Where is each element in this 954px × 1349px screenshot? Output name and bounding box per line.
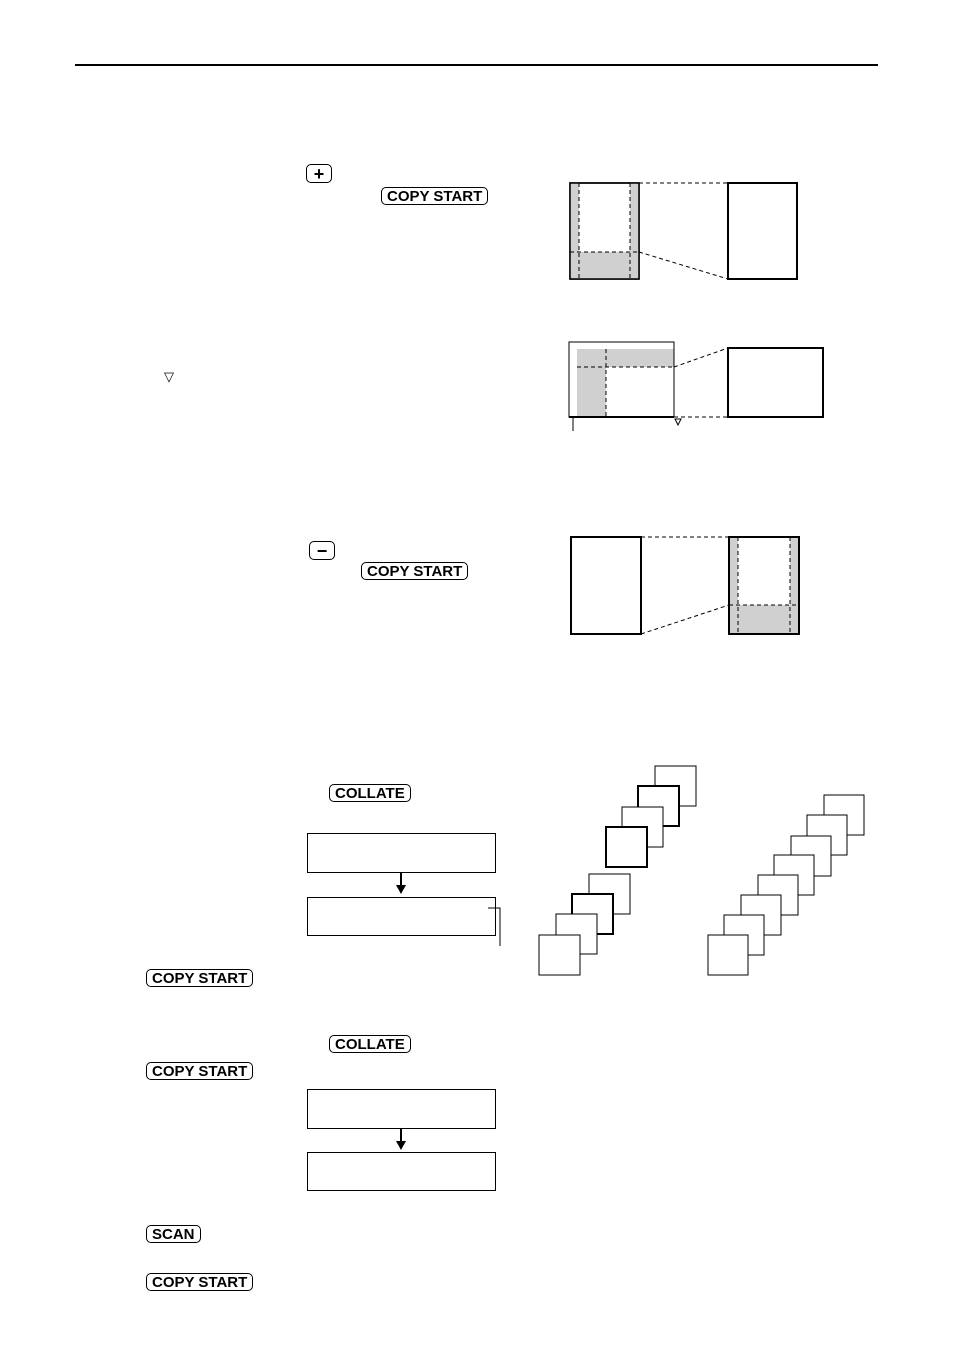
display-panel-3	[307, 1089, 496, 1129]
display-panel-4	[307, 1152, 496, 1191]
scan-key[interactable]: SCAN	[146, 1225, 201, 1243]
down-triangle-icon: ▽	[164, 369, 174, 384]
enlarge-diagram	[560, 175, 810, 290]
header-rule	[75, 64, 878, 66]
copy-start-key-5[interactable]: COPY START	[146, 1273, 253, 1291]
collate-key-2[interactable]: COLLATE	[329, 1035, 411, 1053]
copy-start-key-1[interactable]: COPY START	[381, 187, 488, 205]
collate-key-1[interactable]: COLLATE	[329, 784, 411, 802]
down-arrow-icon	[395, 873, 407, 895]
copy-start-key-4[interactable]: COPY START	[146, 1062, 253, 1080]
landscape-enlarge-diagram	[560, 335, 840, 440]
display-panel-1	[307, 833, 496, 873]
reduce-diagram	[560, 528, 810, 643]
collated-stacks-diagram	[535, 760, 875, 980]
copy-start-key-2[interactable]: COPY START	[361, 562, 468, 580]
copy-start-key-3[interactable]: COPY START	[146, 969, 253, 987]
minus-key-icon[interactable]: −	[309, 541, 335, 560]
display-panel-2	[307, 897, 496, 936]
down-arrow-icon-2	[395, 1129, 407, 1151]
plus-key-icon[interactable]: +	[306, 164, 332, 183]
display-callout-line	[486, 904, 506, 948]
